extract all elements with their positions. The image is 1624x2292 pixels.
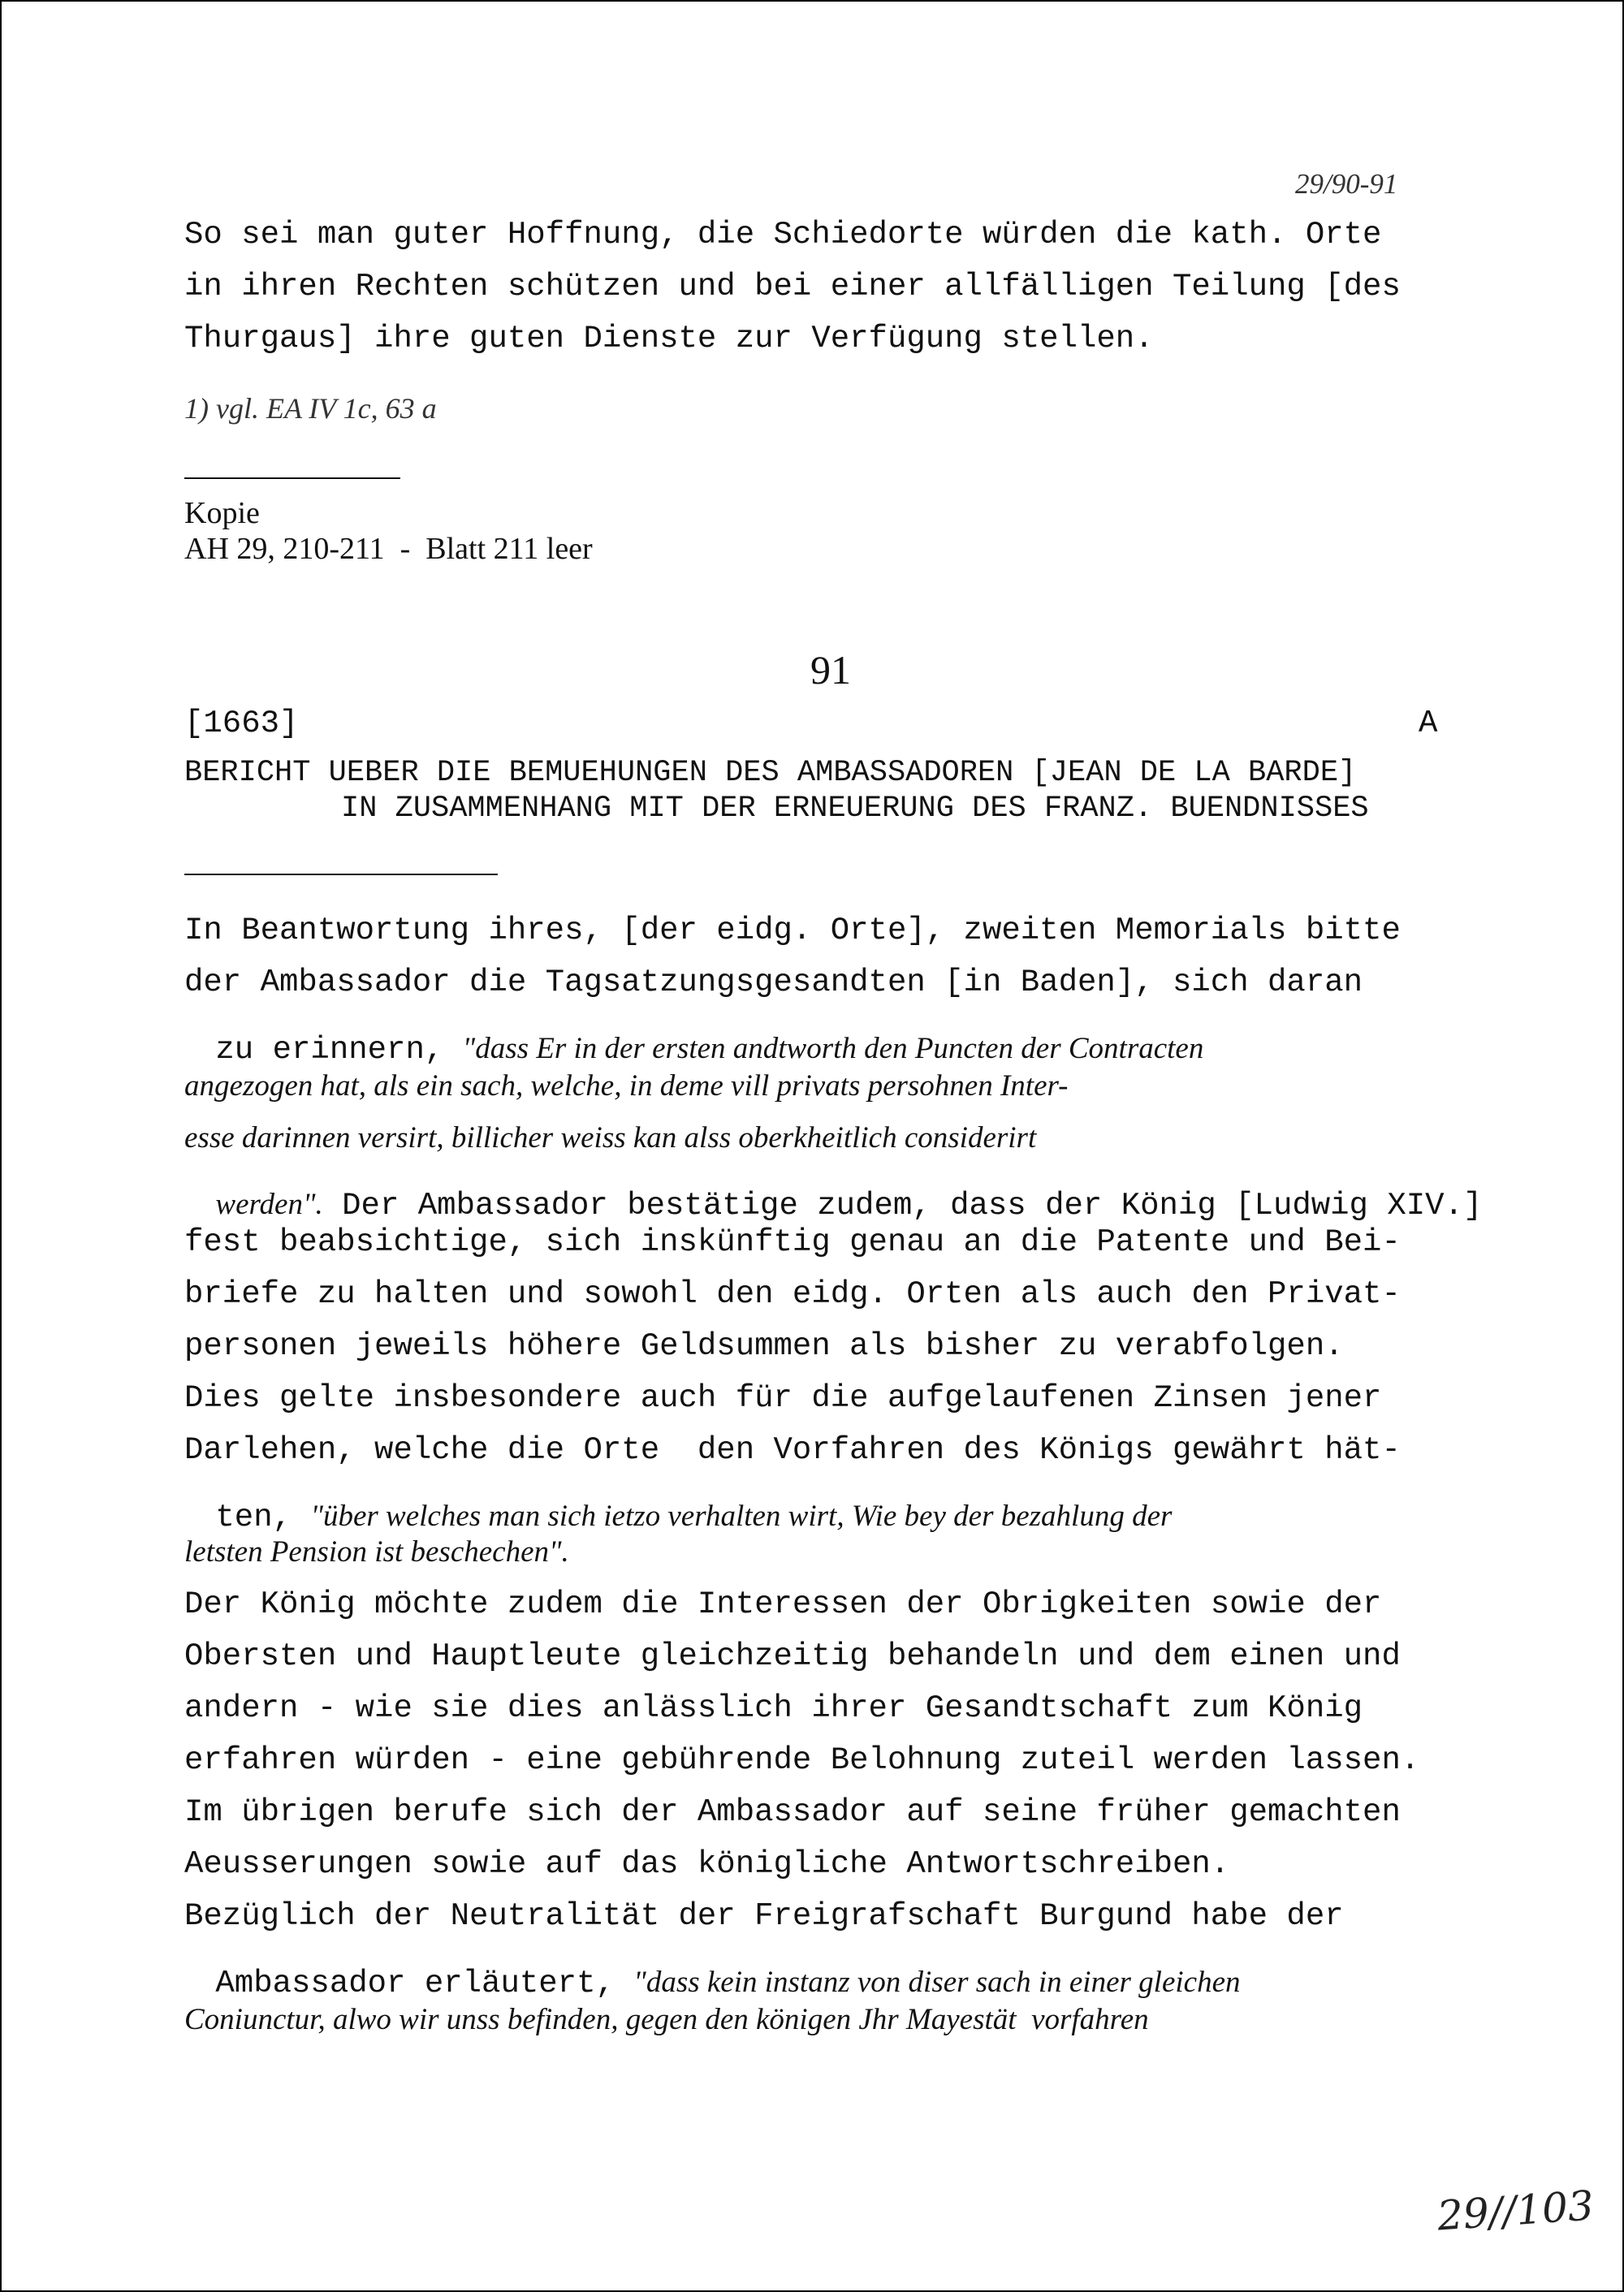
prev-text-line-3: Thurgaus] ihre guten Dienste zur Verfügung stellen. [184, 321, 1154, 356]
body-line-6-quote: werden". [215, 1188, 323, 1221]
prev-text-line-2: in ihren Rechten schützen und bei einer allfälligen Teilung [des [184, 269, 1401, 304]
document-number: 91 [810, 647, 851, 693]
body-line-12-text: ten, [215, 1500, 311, 1535]
body-line-21-quote: "dass kein instanz von diser sach in einer gleichen [633, 1966, 1241, 1999]
body-line-1: In Beantwortung ihres, [der eidg. Orte], zweiten Memorials bitte [184, 913, 1401, 948]
body-line-8: briefe zu halten und sowohl den eidg. Orten als auch den Privat- [184, 1276, 1401, 1312]
body-line-6-text: Der Ambassador bestätige zudem, dass der König [Ludwig XIV.] [322, 1188, 1483, 1224]
footnote-divider [184, 477, 400, 479]
handwritten-page-number: 29//103 [1436, 2182, 1596, 2240]
source-label: Kopie [184, 496, 260, 530]
body-line-19: Aeusserungen sowie auf das königliche Antwortschreiben. [184, 1846, 1230, 1882]
source-reference: AH 29, 210-211 - Blatt 211 leer [184, 532, 593, 566]
body-line-21-text: Ambassador erläutert, [215, 1966, 634, 2001]
footnote: 1) vgl. EA IV 1c, 63 a [184, 392, 437, 425]
page-reference-top: 29/90-91 [1295, 168, 1398, 200]
body-line-11: Darlehen, welche die Orte den Vorfahren des Königs gewährt hät- [184, 1432, 1401, 1468]
body-line-14: Der König möchte zudem die Interessen der Obrigkeiten sowie der [184, 1586, 1382, 1622]
body-line-13-quote: letsten Pension ist beschechen". [184, 1535, 569, 1569]
title-divider [184, 874, 498, 875]
body-line-3-quote: "dass Er in der ersten andtworth den Puncten der Contracten [462, 1032, 1204, 1065]
body-line-7: fest beabsichtige, sich inskünftig genau an die Patente und Bei- [184, 1224, 1401, 1260]
body-line-9: personen jeweils höhere Geldsummen als bisher zu verabfolgen. [184, 1328, 1344, 1364]
body-line-10: Dies gelte insbesondere auch für die aufgelaufenen Zinsen jener [184, 1380, 1382, 1416]
document-title-line-1: BERICHT UEBER DIE BEMUEHUNGEN DES AMBASSADOREN [JEAN DE LA BARDE] [184, 756, 1357, 790]
body-line-18: Im übrigen berufe sich der Ambassador auf seine früher gemachten [184, 1794, 1401, 1830]
body-line-12-quote: "über welches man sich ietzo verhalten wirt, Wie bey der bezahlung der [310, 1500, 1173, 1533]
document-date: [1663] [184, 706, 299, 741]
body-line-5-quote: esse darinnen versirt, billicher weiss kan alss oberkheitlich considerirt [184, 1121, 1037, 1155]
body-line-15: Obersten und Hauptleute gleichzeitig behandeln und dem einen und [184, 1638, 1401, 1674]
document-title-line-2: IN ZUSAMMENHANG MIT DER ERNEUERUNG DES FRANZ. BUENDNISSES [341, 792, 1369, 826]
body-line-22-quote: Coniunctur, alwo wir unss befinden, gegen den königen Jhr Mayestät vorfahren [184, 2003, 1149, 2036]
body-line-2: der Ambassador die Tagsatzungsgesandten [in Baden], sich daran [184, 965, 1363, 1000]
body-line-4-quote: angezogen hat, als ein sach, welche, in deme vill privats persohnen Inter- [184, 1069, 1069, 1103]
document-type: A [1419, 706, 1438, 741]
body-line-3-text: zu erinnern, [215, 1032, 463, 1068]
body-line-16: andern - wie sie dies anlässlich ihrer Gesandtschaft zum König [184, 1690, 1363, 1726]
prev-text-line-1: So sei man guter Hoffnung, die Schiedorte würden die kath. Orte [184, 217, 1382, 253]
body-line-17: erfahren würden - eine gebührende Belohnung zuteil werden lassen. [184, 1742, 1420, 1778]
body-line-20: Bezüglich der Neutralität der Freigrafschaft Burgund habe der [184, 1898, 1344, 1934]
